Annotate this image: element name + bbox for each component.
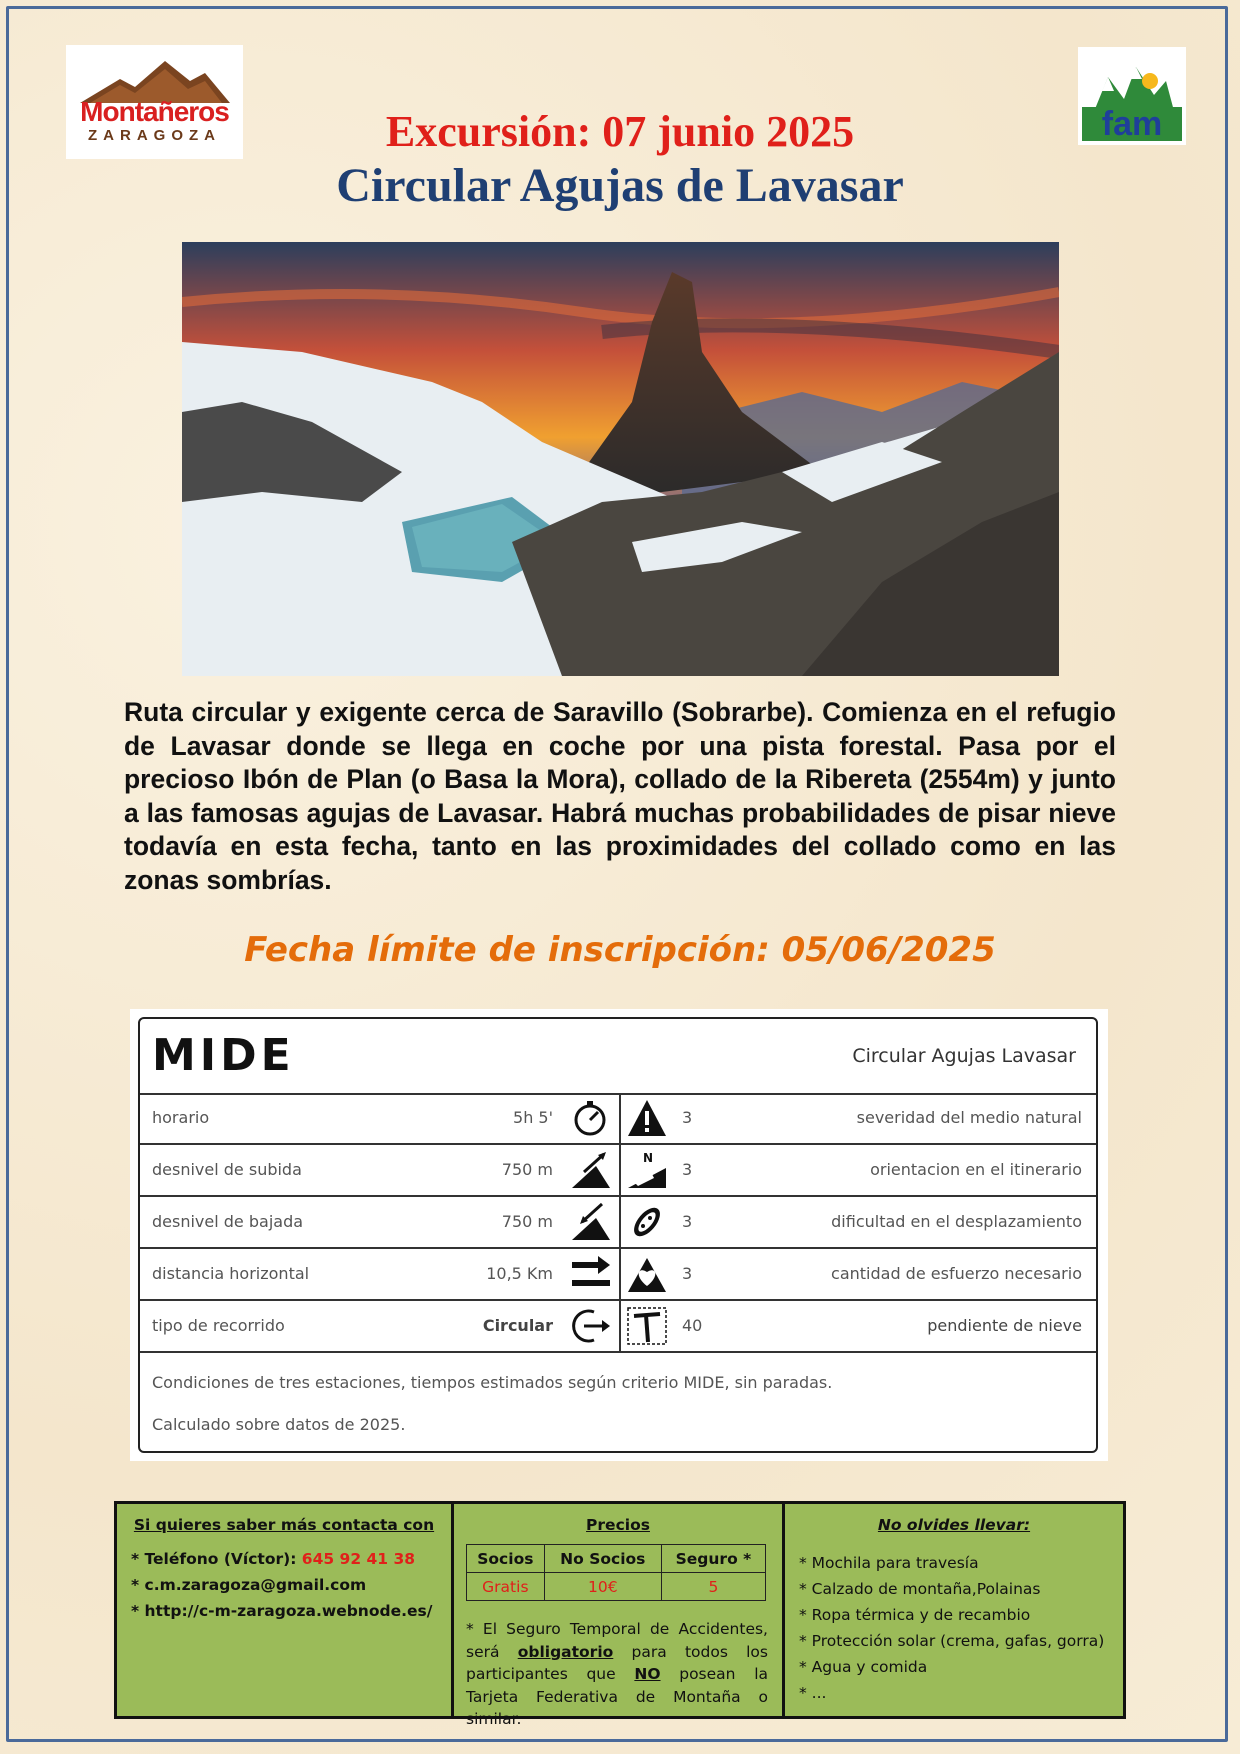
mountain-sunset-image <box>182 242 1059 676</box>
mide-row <box>140 1197 1096 1249</box>
fam-logo-text: fam <box>1101 105 1163 143</box>
mide-card <box>130 1009 1108 1461</box>
landscape-photo <box>182 242 1059 676</box>
price-header-no-socios: No Socios <box>544 1545 661 1573</box>
mide-row-label: desnivel de subida <box>152 1160 302 1179</box>
mide-note-calculated: Calculado sobre datos de 2025. <box>152 1415 406 1434</box>
contact-box <box>114 1501 454 1719</box>
boot-icon <box>626 1202 668 1242</box>
heart-icon <box>626 1254 668 1294</box>
contact-phone-label: * Teléfono (Víctor): <box>131 1550 302 1568</box>
registration-deadline: Fecha límite de inscripción: 05/06/2025 <box>244 930 996 970</box>
mide-divider <box>619 1301 621 1351</box>
checklist-item: * Protección solar (crema, gafas, gorra) <box>799 1632 1105 1650</box>
checklist-box <box>782 1501 1126 1719</box>
price-header-seguro: Seguro * <box>661 1545 765 1573</box>
mide-row-right-label: dificultad en el desplazamiento <box>831 1212 1082 1231</box>
checklist-item: * Calzado de montaña,Polainas <box>799 1580 1041 1598</box>
prices-box <box>451 1501 785 1728</box>
mide-route-name: Circular Agujas Lavasar <box>852 1045 1076 1067</box>
descent-icon <box>570 1202 612 1242</box>
stopwatch-icon <box>570 1098 612 1138</box>
warning-icon <box>626 1098 668 1138</box>
contact-phone[interactable]: 645 92 41 38 <box>301 1550 416 1568</box>
compass-map-icon <box>626 1150 668 1190</box>
mide-row <box>140 1093 1096 1145</box>
mide-row-right-label: severidad del medio natural <box>856 1108 1082 1127</box>
mide-row-score: 3 <box>682 1212 693 1231</box>
snow-slope-icon <box>626 1306 668 1346</box>
checklist-item: * ... <box>799 1684 827 1702</box>
insurance-note-bold: obligatorio <box>517 1642 614 1661</box>
mide-row-value: 750 m <box>501 1212 553 1231</box>
mide-divider <box>619 1249 621 1299</box>
route-description: Ruta circular y exigente cerca de Saravillo (Sobrarbe). Comienza en el refugio de Lavasar donde se llega en coche por una pista forestal. Pasa por el precioso Ibón de Plan (o Basa la Mora), collado de la Ribereta (2554m) y junto a las famosas agujas de Lavasar. Habrá muchas probabilidades de pisar nieve todavía en esta fecha, tanto en las proximidades del collado como en las zonas sombrías. <box>124 697 1116 895</box>
mide-logo: MIDE <box>152 1030 295 1081</box>
mide-note-conditions: Condiciones de tres estaciones, tiempos estimados según criterio MIDE, sin paradas. <box>152 1373 833 1392</box>
mide-row-value: 10,5 Km <box>486 1264 553 1283</box>
mide-divider <box>619 1145 621 1195</box>
logo-brand-text: Montañeros <box>80 96 229 127</box>
mide-divider <box>619 1197 621 1247</box>
mide-row-value: 750 m <box>501 1160 553 1179</box>
price-seguro: 5 <box>661 1573 765 1601</box>
ascent-icon <box>570 1150 612 1190</box>
insurance-note-text: posean la Tarjeta Federativa de Montaña o similar. <box>466 1665 768 1728</box>
price-socios: Gratis <box>467 1573 545 1601</box>
mide-row <box>140 1145 1096 1197</box>
mide-row-label: desnivel de bajada <box>152 1212 304 1231</box>
insurance-note-bold: NO <box>634 1665 661 1683</box>
excursion-date-title: Excursión: 07 junio 2025 <box>385 107 855 156</box>
prices-table <box>466 1544 766 1601</box>
checklist-item: * Ropa térmica y de recambio <box>799 1606 1031 1624</box>
checklist-heading: No olvides llevar: <box>877 1516 1031 1534</box>
mide-row-label: distancia horizontal <box>152 1264 310 1283</box>
info-boxes <box>114 1501 1126 1728</box>
contact-phone-line <box>131 1550 415 1568</box>
mide-row <box>140 1301 1096 1353</box>
mide-row-label: tipo de recorrido <box>152 1316 285 1335</box>
mide-row-score: 40 <box>682 1316 703 1335</box>
svg-text:N: N <box>642 1151 654 1165</box>
mide-row-score: 3 <box>682 1160 693 1179</box>
insurance-note-text: * El Seguro Temporal de Accidentes, será <box>466 1620 768 1661</box>
insurance-note <box>466 1618 768 1731</box>
contact-email[interactable]: * c.m.zaragoza@gmail.com <box>131 1576 367 1594</box>
checklist <box>799 1550 1104 1706</box>
mide-row-score: 3 <box>682 1108 693 1127</box>
distance-arrow-icon <box>570 1254 612 1294</box>
mide-row <box>140 1249 1096 1301</box>
checklist-item: * Mochila para travesía <box>799 1554 979 1572</box>
logo-city-text: ZARAGOZA <box>88 127 221 144</box>
mide-row-right-label: orientacion en el itinerario <box>870 1160 1082 1179</box>
mide-row-value: 5h 5' <box>513 1108 553 1127</box>
contact-heading: Si quieres saber más contacta con <box>133 1516 435 1534</box>
mide-table <box>138 1017 1098 1453</box>
mide-divider <box>619 1093 621 1143</box>
excursion-name-title: Circular Agujas de Lavasar <box>336 159 904 212</box>
circular-route-icon <box>570 1306 612 1346</box>
prices-heading: Precios <box>586 1516 650 1534</box>
mide-row-value: Circular <box>482 1316 553 1335</box>
checklist-item: * Agua y comida <box>799 1658 928 1676</box>
mide-row-right-label: cantidad de esfuerzo necesario <box>831 1264 1082 1283</box>
mide-row-score: 3 <box>682 1264 693 1283</box>
price-header-socios: Socios <box>467 1545 545 1573</box>
mide-row-right-label: pendiente de nieve <box>927 1316 1082 1335</box>
insurance-note-text: para todos los participantes que <box>466 1642 768 1683</box>
mide-row-label: horario <box>152 1108 210 1127</box>
price-no-socios: 10€ <box>544 1573 661 1601</box>
contact-website[interactable]: * http://c-m-zaragoza.webnode.es/ <box>131 1602 433 1620</box>
mide-header <box>140 1019 1096 1095</box>
